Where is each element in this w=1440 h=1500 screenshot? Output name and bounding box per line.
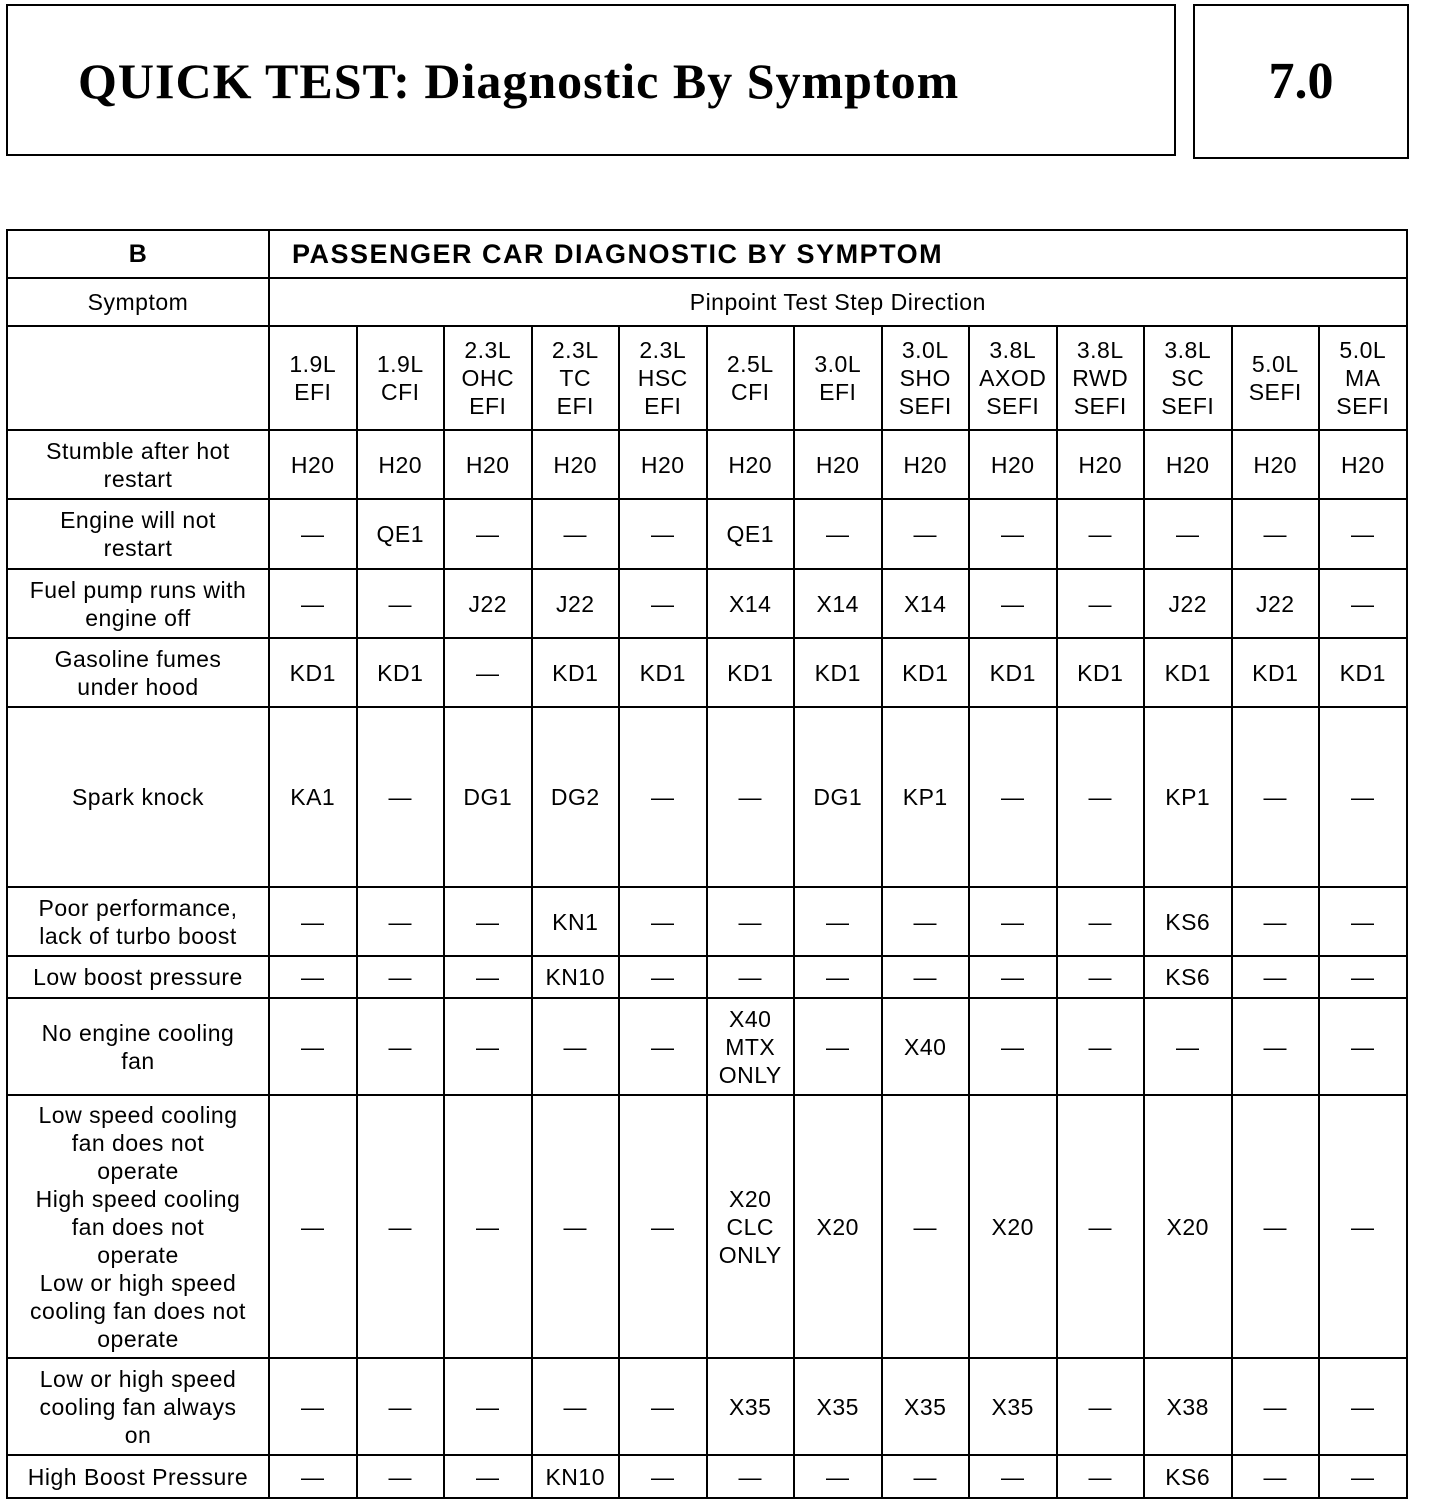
test-step-cell: H20 — [882, 430, 970, 499]
test-step-cell: — — [707, 956, 795, 998]
test-step-cell: — — [882, 887, 970, 956]
test-step-cell: — — [269, 956, 357, 998]
test-step-cell: — — [1057, 1455, 1145, 1498]
test-step-cell: — — [707, 707, 795, 887]
symptom-cell: No engine cooling fan — [7, 998, 269, 1095]
symptom-cell: Low boost pressure — [7, 956, 269, 998]
test-step-cell: — — [1232, 956, 1320, 998]
test-step-cell: KD1 — [1057, 638, 1145, 707]
test-step-cell: H20 — [269, 430, 357, 499]
test-step-cell: — — [1319, 887, 1407, 956]
test-step-cell: KD1 — [1232, 638, 1320, 707]
test-step-cell: KN1 — [532, 887, 620, 956]
test-step-cell: — — [882, 1095, 970, 1358]
symptom-cell: Low speed cooling fan does not operate High speed cooling fan does not operate Low or high speed cooling fan does not operate — [7, 1095, 269, 1358]
test-step-cell: — — [619, 569, 707, 638]
band-letter: B — [7, 230, 269, 278]
symptom-cell: Low or high speed cooling fan always on — [7, 1358, 269, 1455]
test-step-cell: — — [969, 1455, 1057, 1498]
test-step-cell: — — [1319, 1095, 1407, 1358]
test-step-cell: — — [882, 956, 970, 998]
test-step-cell: H20 — [707, 430, 795, 499]
test-step-cell: — — [357, 956, 445, 998]
title-box — [6, 4, 1176, 156]
test-step-cell: — — [269, 887, 357, 956]
test-step-cell: — — [707, 887, 795, 956]
test-step-cell: X20 CLC ONLY — [707, 1095, 795, 1358]
test-step-cell: — — [357, 1095, 445, 1358]
test-step-cell: — — [969, 956, 1057, 998]
test-step-cell: — — [1057, 887, 1145, 956]
test-step-cell: QE1 — [357, 499, 445, 569]
test-step-cell: J22 — [1144, 569, 1232, 638]
test-step-cell: H20 — [1144, 430, 1232, 499]
test-step-cell: H20 — [1319, 430, 1407, 499]
test-step-cell: — — [444, 956, 532, 998]
test-step-cell: — — [619, 707, 707, 887]
table-row — [7, 998, 1407, 1095]
test-step-cell: — — [1144, 499, 1232, 569]
test-step-cell: — — [269, 1095, 357, 1358]
test-step-cell: X20 — [969, 1095, 1057, 1358]
test-step-cell: — — [269, 569, 357, 638]
test-step-cell: — — [1232, 887, 1320, 956]
diagnostic-table — [6, 229, 1408, 1499]
test-step-cell: X20 — [794, 1095, 882, 1358]
test-step-cell: — — [269, 1358, 357, 1455]
test-step-cell: KN10 — [532, 956, 620, 998]
test-step-cell: — — [444, 887, 532, 956]
engine-header: 2.5L CFI — [707, 326, 795, 430]
test-step-cell: — — [619, 998, 707, 1095]
symptom-cell: Stumble after hot restart — [7, 430, 269, 499]
engine-header: 2.3L TC EFI — [532, 326, 620, 430]
symptom-cell: Engine will not restart — [7, 499, 269, 569]
test-step-cell: — — [1057, 1095, 1145, 1358]
test-step-cell: H20 — [794, 430, 882, 499]
test-step-cell: — — [969, 707, 1057, 887]
test-step-cell: — — [444, 1455, 532, 1498]
test-step-cell: — — [969, 887, 1057, 956]
symptom-cell: Poor performance, lack of turbo boost — [7, 887, 269, 956]
table-row — [7, 638, 1407, 707]
test-step-cell: — — [269, 998, 357, 1095]
test-step-cell: X38 — [1144, 1358, 1232, 1455]
page-title: QUICK TEST: Diagnostic By Symptom — [78, 53, 960, 109]
engine-header: 5.0L SEFI — [1232, 326, 1320, 430]
test-step-cell: X14 — [794, 569, 882, 638]
symptom-header: Symptom — [7, 278, 269, 326]
test-step-cell: — — [619, 1358, 707, 1455]
test-step-cell: KA1 — [269, 707, 357, 887]
test-step-cell: — — [532, 499, 620, 569]
test-step-cell: — — [1232, 499, 1320, 569]
test-step-cell: — — [1057, 1358, 1145, 1455]
test-step-cell: KD1 — [1144, 638, 1232, 707]
test-step-cell: — — [794, 998, 882, 1095]
test-step-cell: — — [794, 1455, 882, 1498]
test-step-cell: DG2 — [532, 707, 620, 887]
test-step-cell: H20 — [444, 430, 532, 499]
test-step-cell: — — [1319, 998, 1407, 1095]
symptom-cell: High Boost Pressure — [7, 1455, 269, 1498]
test-step-cell: — — [1232, 998, 1320, 1095]
test-step-cell: — — [444, 638, 532, 707]
engine-header-blank — [7, 326, 269, 430]
symptom-cell: Spark knock — [7, 707, 269, 887]
section-number: 7.0 — [1268, 53, 1334, 110]
engine-header: 2.3L OHC EFI — [444, 326, 532, 430]
test-step-cell: — — [532, 1095, 620, 1358]
test-step-cell: — — [532, 998, 620, 1095]
test-step-cell: — — [1144, 998, 1232, 1095]
test-step-cell: — — [707, 1455, 795, 1498]
test-step-cell: KD1 — [1319, 638, 1407, 707]
test-step-cell: KD1 — [882, 638, 970, 707]
test-step-cell: — — [969, 499, 1057, 569]
column-header-row — [7, 278, 1407, 326]
test-step-cell: — — [1232, 707, 1320, 887]
test-step-cell: — — [444, 1358, 532, 1455]
test-step-cell: — — [1057, 956, 1145, 998]
engine-header: 3.8L SC SEFI — [1144, 326, 1232, 430]
test-step-cell: KD1 — [707, 638, 795, 707]
test-step-cell: — — [1057, 998, 1145, 1095]
test-step-cell: — — [1319, 1358, 1407, 1455]
test-step-cell: KD1 — [794, 638, 882, 707]
table-row — [7, 956, 1407, 998]
table-row — [7, 1358, 1407, 1455]
test-step-cell: — — [1057, 707, 1145, 887]
test-step-cell: — — [444, 998, 532, 1095]
engine-header: 3.8L RWD SEFI — [1057, 326, 1145, 430]
test-step-cell: KD1 — [357, 638, 445, 707]
test-step-cell: — — [1319, 707, 1407, 887]
test-step-cell: — — [357, 1358, 445, 1455]
symptom-cell: Gasoline fumes under hood — [7, 638, 269, 707]
test-step-cell: KP1 — [1144, 707, 1232, 887]
test-step-cell: X14 — [882, 569, 970, 638]
test-step-cell: X35 — [882, 1358, 970, 1455]
test-step-cell: J22 — [532, 569, 620, 638]
test-step-cell: X35 — [707, 1358, 795, 1455]
test-step-cell: KS6 — [1144, 956, 1232, 998]
test-step-cell: X14 — [707, 569, 795, 638]
direction-header: Pinpoint Test Step Direction — [269, 278, 1407, 326]
table-row — [7, 430, 1407, 499]
test-step-cell: — — [532, 1358, 620, 1455]
test-step-cell: KD1 — [269, 638, 357, 707]
table-row — [7, 887, 1407, 956]
test-step-cell: — — [1319, 569, 1407, 638]
test-step-cell: — — [969, 998, 1057, 1095]
test-step-cell: J22 — [1232, 569, 1320, 638]
engine-header-row — [7, 326, 1407, 430]
test-step-cell: — — [619, 1095, 707, 1358]
test-step-cell: — — [1057, 569, 1145, 638]
test-step-cell: H20 — [1232, 430, 1320, 499]
table-body — [7, 430, 1407, 1498]
test-step-cell: DG1 — [444, 707, 532, 887]
test-step-cell: — — [794, 887, 882, 956]
test-step-cell: — — [619, 499, 707, 569]
test-step-cell: — — [1319, 956, 1407, 998]
test-step-cell: H20 — [1057, 430, 1145, 499]
engine-header: 3.0L EFI — [794, 326, 882, 430]
test-step-cell: — — [794, 956, 882, 998]
test-step-cell: X40 MTX ONLY — [707, 998, 795, 1095]
test-step-cell: — — [1232, 1358, 1320, 1455]
test-step-cell: — — [794, 499, 882, 569]
test-step-cell: — — [357, 1455, 445, 1498]
section-number-box — [1193, 4, 1409, 159]
test-step-cell: H20 — [357, 430, 445, 499]
test-step-cell: — — [269, 499, 357, 569]
test-step-cell: H20 — [969, 430, 1057, 499]
test-step-cell: J22 — [444, 569, 532, 638]
test-step-cell: — — [357, 569, 445, 638]
test-step-cell: — — [882, 1455, 970, 1498]
engine-header: 2.3L HSC EFI — [619, 326, 707, 430]
test-step-cell: QE1 — [707, 499, 795, 569]
symptom-cell: Fuel pump runs with engine off — [7, 569, 269, 638]
test-step-cell: X20 — [1144, 1095, 1232, 1358]
engine-header: 1.9L EFI — [269, 326, 357, 430]
test-step-cell: — — [1057, 499, 1145, 569]
table-row — [7, 1095, 1407, 1358]
table-row — [7, 707, 1407, 887]
test-step-cell: — — [357, 887, 445, 956]
test-step-cell: H20 — [619, 430, 707, 499]
engine-header: 5.0L MA SEFI — [1319, 326, 1407, 430]
table-row — [7, 1455, 1407, 1498]
test-step-cell: — — [444, 499, 532, 569]
test-step-cell: — — [357, 998, 445, 1095]
test-step-cell: DG1 — [794, 707, 882, 887]
test-step-cell: X35 — [969, 1358, 1057, 1455]
test-step-cell: KD1 — [969, 638, 1057, 707]
engine-header: 3.8L AXOD SEFI — [969, 326, 1057, 430]
test-step-cell: KS6 — [1144, 1455, 1232, 1498]
test-step-cell: KS6 — [1144, 887, 1232, 956]
test-step-cell: KD1 — [532, 638, 620, 707]
test-step-cell: KD1 — [619, 638, 707, 707]
test-step-cell: — — [357, 707, 445, 887]
test-step-cell: X35 — [794, 1358, 882, 1455]
test-step-cell: — — [444, 1095, 532, 1358]
test-step-cell: — — [619, 956, 707, 998]
table-row — [7, 499, 1407, 569]
test-step-cell: — — [1232, 1095, 1320, 1358]
test-step-cell: KP1 — [882, 707, 970, 887]
test-step-cell: — — [269, 1455, 357, 1498]
test-step-cell: H20 — [532, 430, 620, 499]
band-title: PASSENGER CAR DIAGNOSTIC BY SYMPTOM — [269, 230, 1407, 278]
table-row — [7, 569, 1407, 638]
engine-header: 1.9L CFI — [357, 326, 445, 430]
engine-header: 3.0L SHO SEFI — [882, 326, 970, 430]
test-step-cell: — — [969, 569, 1057, 638]
test-step-cell: — — [619, 1455, 707, 1498]
test-step-cell: KN10 — [532, 1455, 620, 1498]
test-step-cell: — — [882, 499, 970, 569]
test-step-cell: X40 — [882, 998, 970, 1095]
test-step-cell: — — [1232, 1455, 1320, 1498]
table-band — [7, 230, 1407, 278]
test-step-cell: — — [1319, 499, 1407, 569]
test-step-cell: — — [1319, 1455, 1407, 1498]
test-step-cell: — — [619, 887, 707, 956]
